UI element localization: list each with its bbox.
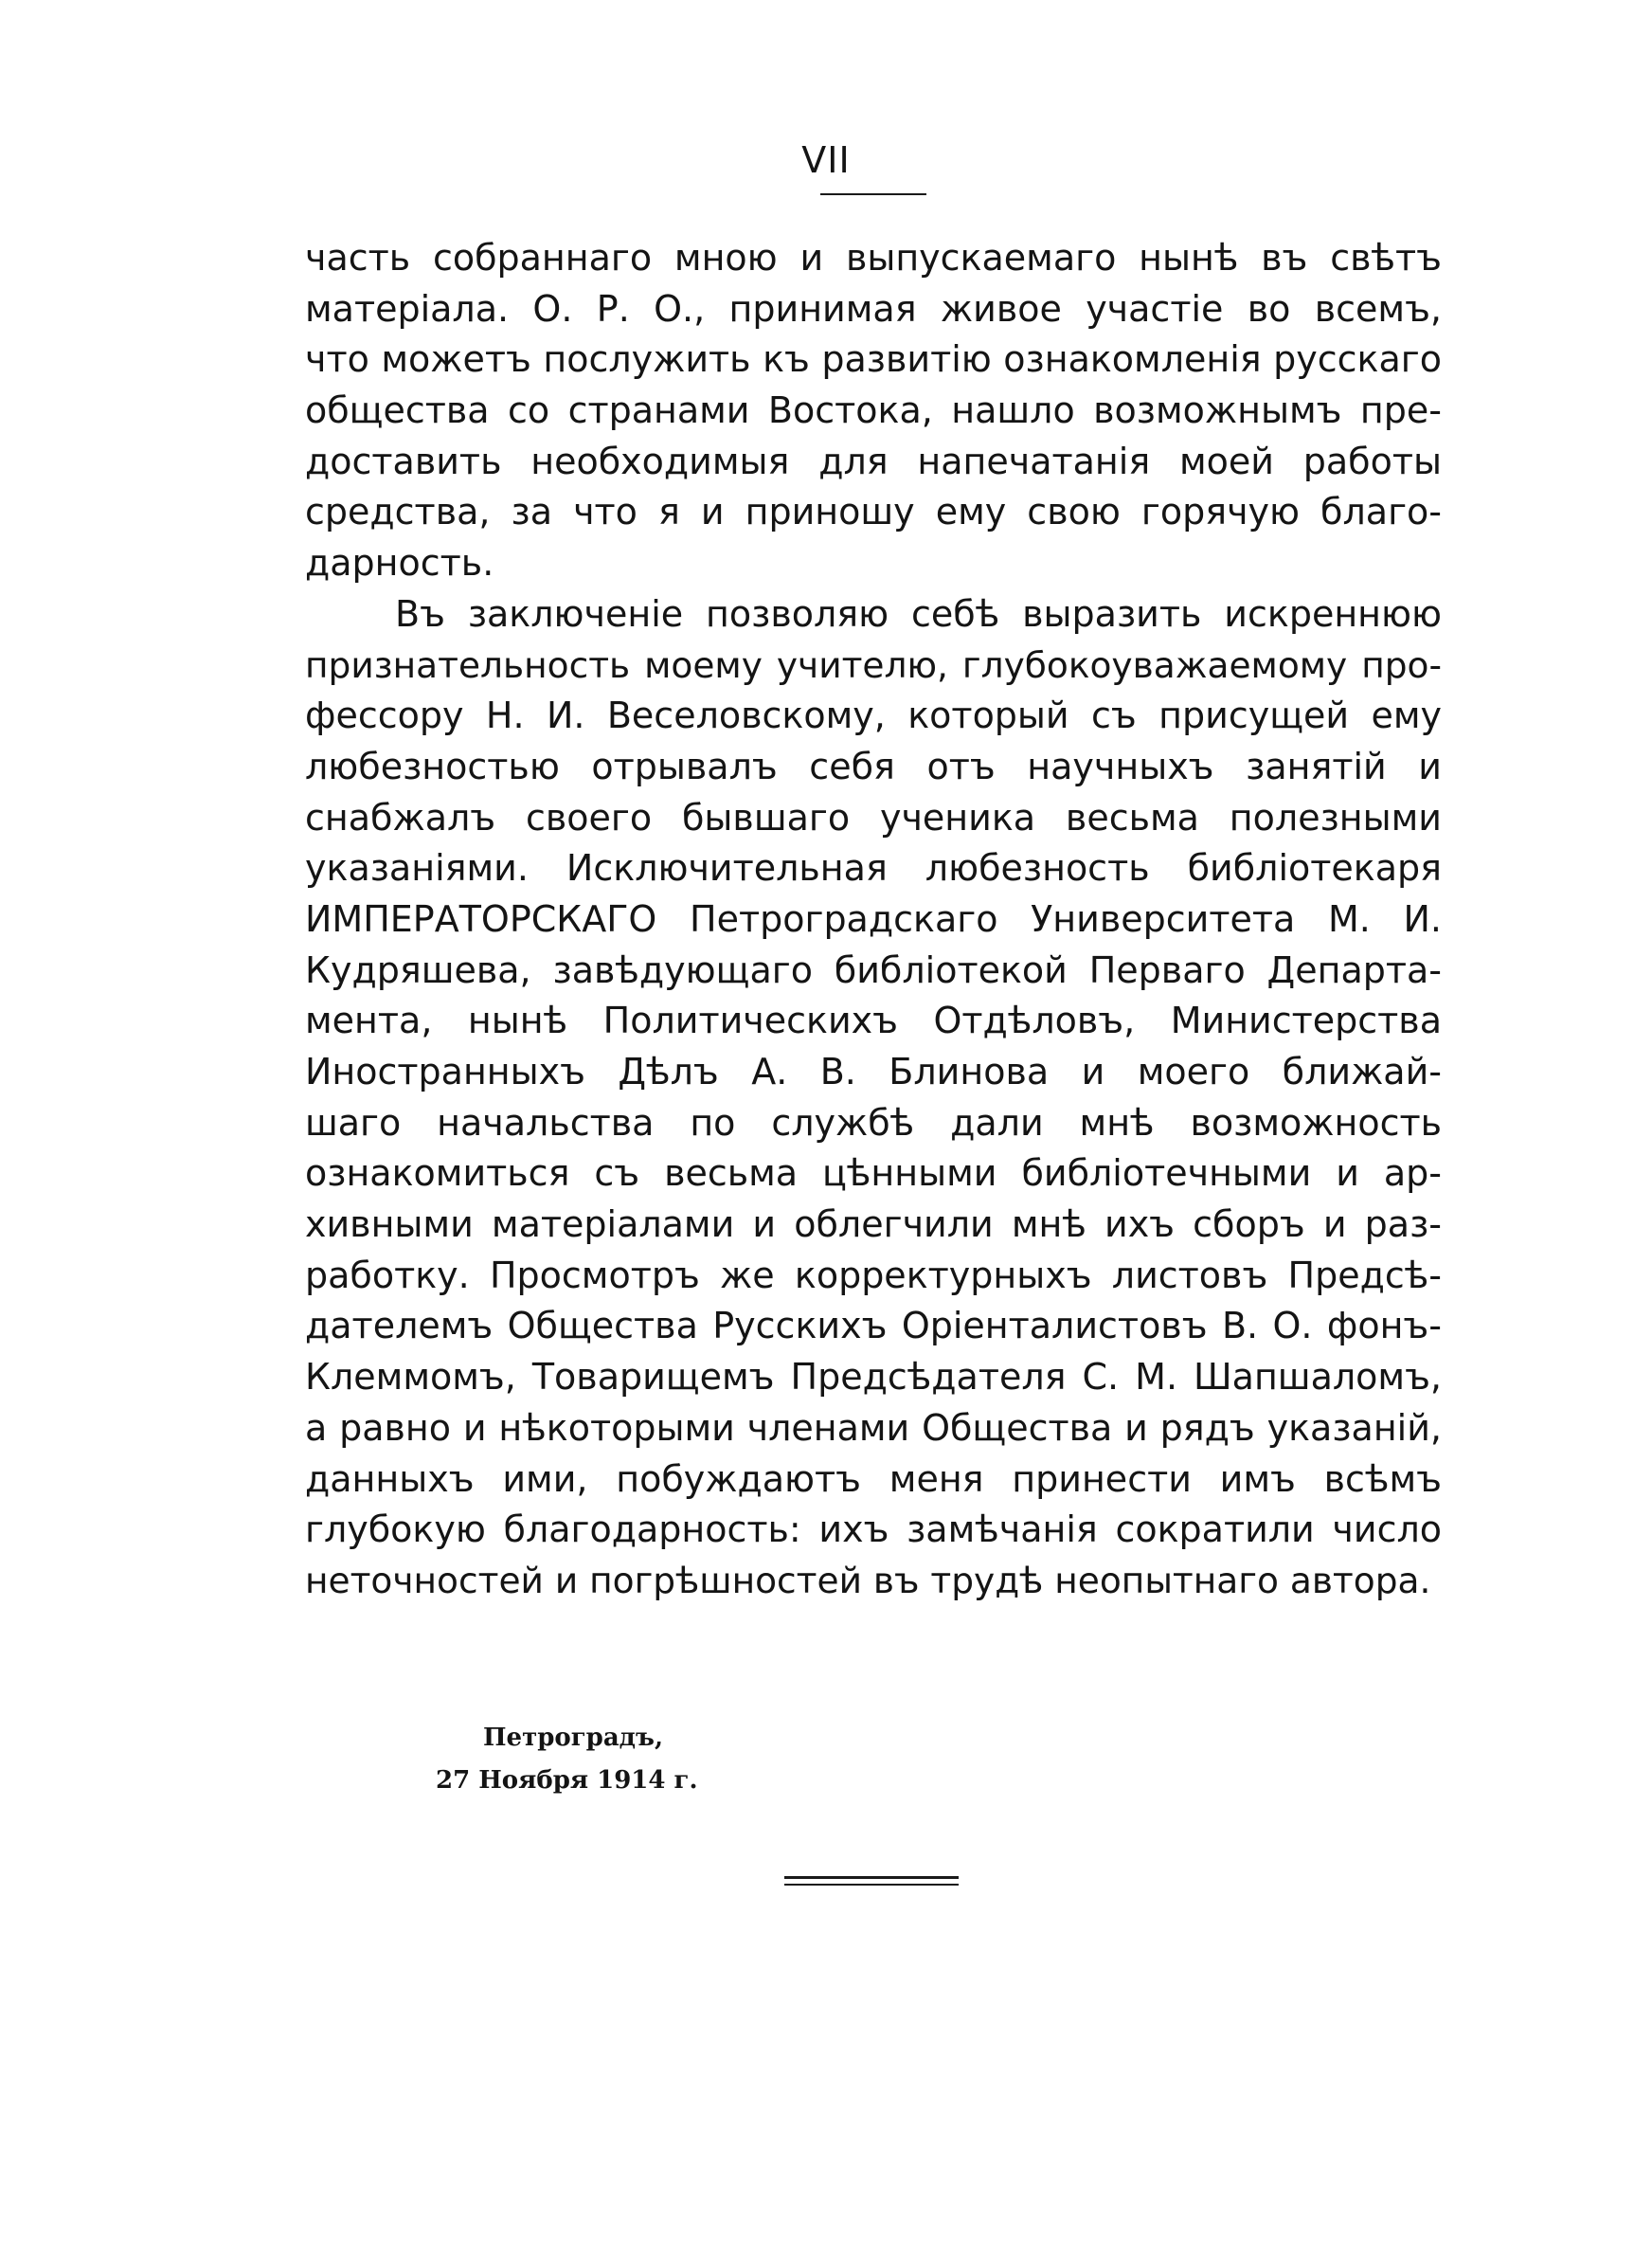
text-line: Кудряшева, завѣдующаго библіотекой Перваго Департа- — [305, 948, 1442, 991]
text-line: работку. Просмотръ же корректурныхъ листовъ Предсѣ- — [305, 1254, 1442, 1296]
text-line: указаніями. Исключительная любезность библіотекаря — [305, 847, 1442, 890]
signature-date: 27 Ноября 1914 г. — [436, 1766, 698, 1795]
text-line: Клеммомъ, Товарищемъ Предсѣдателя С. М. Шапшаломъ, — [305, 1356, 1442, 1399]
signature-place: Петроградъ, — [483, 1724, 664, 1752]
text-line: дарность. — [305, 542, 494, 585]
text-line: матеріала. О. Р. О., принимая живое участіе во всемъ, — [305, 287, 1442, 330]
text-line: а равно и нѣкоторыми членами Общества и рядъ указаній, — [305, 1406, 1442, 1449]
text-line: дателемъ Общества Русскихъ Оріенталистовъ В. О. фонъ- — [305, 1305, 1442, 1347]
end-divider-top — [784, 1876, 959, 1879]
text-line: ознакомиться съ весьма цѣнными библіотечными и ар- — [305, 1152, 1442, 1195]
signature-block — [436, 1717, 698, 1802]
text-line: средства, за что я и приношу ему свою горячую благо- — [305, 491, 1442, 533]
text-line: мента, нынѣ Политическихъ Отдѣловъ, Министерства — [305, 1000, 1442, 1042]
page-number: VII — [801, 139, 851, 181]
text-line: что можетъ послужить къ развитію ознакомленія русскаго — [305, 338, 1442, 381]
text-line: Въ заключеніе позволяю себѣ выразить искреннюю — [395, 592, 1442, 635]
text-line: фессору Н. И. Веселовскому, который съ присущей ему — [305, 695, 1442, 737]
text-line: ИМПЕРАТОРСКАГО Петроградскаго Университета М. И. — [305, 897, 1442, 940]
text-line: хивными матеріалами и облегчили мнѣ ихъ сборъ и раз- — [305, 1203, 1442, 1246]
page-number-underline — [820, 193, 926, 195]
main-text — [305, 233, 1442, 1607]
text-line: общества со странами Востока, нашло возможнымъ пре- — [305, 389, 1442, 432]
text-line: Иностранныхъ Дѣлъ А. В. Блинова и моего ближай- — [305, 1051, 1442, 1092]
end-divider-bottom — [784, 1884, 959, 1886]
text-line: глубокую благодарность: ихъ замѣчанія сократили число — [305, 1508, 1442, 1551]
text-line: признательность моему учителю, глубокоуважаемому про- — [305, 643, 1442, 686]
paragraph-acknowledgement-funding — [305, 233, 1442, 589]
text-line: любезностью отрывалъ себя отъ научныхъ занятій и — [305, 745, 1442, 787]
text-line: шаго начальства по службѣ дали мнѣ возможность — [305, 1101, 1442, 1144]
text-line: часть собраннаго мною и выпускаемаго нынѣ въ свѣтъ — [305, 237, 1442, 279]
text-line: снабжалъ своего бывшаго ученика весьма полезными — [305, 796, 1442, 839]
text-line: данныхъ ими, побуждаютъ меня принести имъ всѣмъ — [305, 1457, 1442, 1500]
paragraph-acknowledgement-people — [305, 589, 1442, 1607]
text-line: неточностей и погрѣшностей въ трудѣ неопытнаго автора. — [305, 1559, 1431, 1601]
text-line: доставить необходимыя для напечатанія моей работы — [305, 440, 1442, 482]
